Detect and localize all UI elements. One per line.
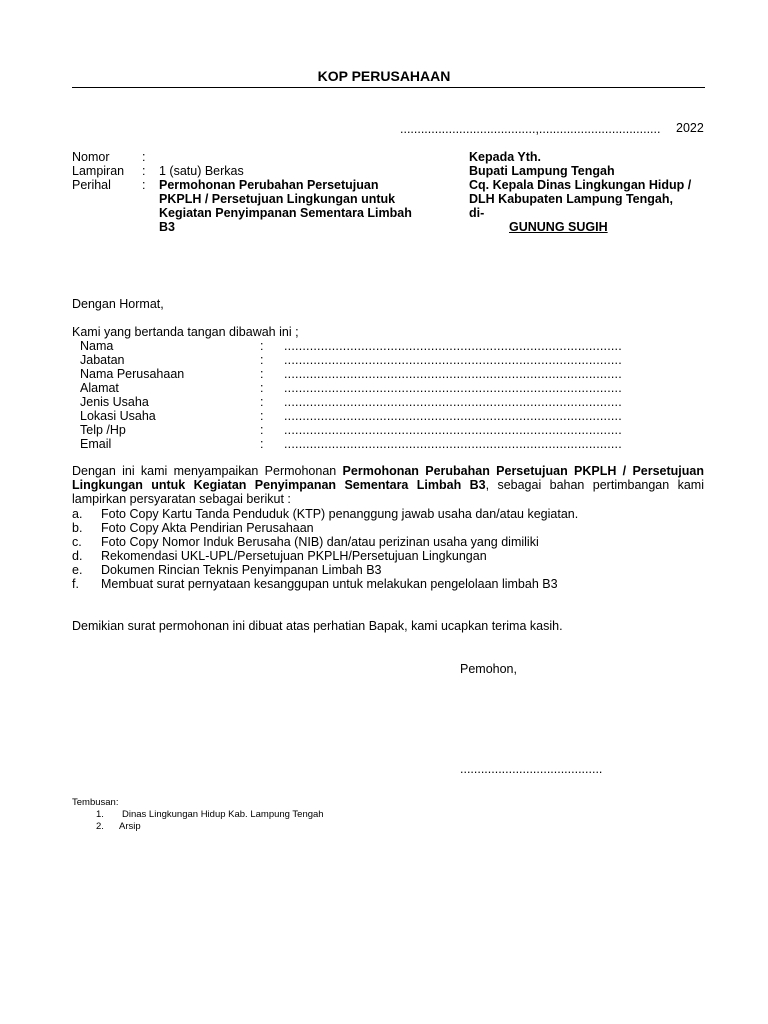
field-dots: ............................................................................................ xyxy=(284,395,622,409)
list-item: Rekomendasi UKL-UPL/Persetujuan PKPLH/Persetujuan Lingkungan xyxy=(101,549,487,563)
field-dots: ............................................................................................ xyxy=(284,381,622,395)
meta-label-nomor: Nomor xyxy=(72,150,110,164)
field-label: Lokasi Usaha xyxy=(80,409,156,423)
list-item: Dokumen Rincian Teknis Penyimpanan Limbah B3 xyxy=(101,563,382,577)
signature-label: Pemohon, xyxy=(460,662,517,676)
field-label: Jabatan xyxy=(80,353,125,367)
list-marker: d. xyxy=(72,549,83,563)
field-colon: : xyxy=(260,381,264,395)
cc-item: Arsip xyxy=(119,821,141,832)
list-item: Foto Copy Akta Pendirian Perusahaan xyxy=(101,521,314,535)
cc-marker: 1. xyxy=(96,809,104,820)
field-label: Nama xyxy=(80,339,114,353)
intro-text: Kami yang bertanda tangan dibawah ini ; xyxy=(72,325,299,339)
field-colon: : xyxy=(260,353,264,367)
perihal-line: B3 xyxy=(159,220,175,234)
request-paragraph xyxy=(72,464,704,506)
field-colon: : xyxy=(260,339,264,353)
meta-colon: : xyxy=(142,178,146,192)
list-marker: a. xyxy=(72,507,83,521)
closing-text: Demikian surat permohonan ini dibuat atas perhatian Bapak, kami ucapkan terima kasih. xyxy=(72,619,563,633)
list-marker: b. xyxy=(72,521,83,535)
cc-title: Tembusan: xyxy=(72,797,119,808)
letterhead-title: KOP PERUSAHAAN xyxy=(317,68,451,84)
field-colon: : xyxy=(260,367,264,381)
field-label: Telp /Hp xyxy=(80,423,126,437)
meta-colon: : xyxy=(142,164,146,178)
recipient-line: Cq. Kepala Dinas Lingkungan Hidup / xyxy=(469,178,692,192)
meta-label-lampiran: Lampiran xyxy=(72,164,125,178)
date-placeholder: .......................................,................................... xyxy=(400,122,661,136)
request-suffix: , sebagai bahan pertimbangan kami lampirkan persyaratan sebagai berikut : xyxy=(72,478,704,506)
field-label: Jenis Usaha xyxy=(80,395,149,409)
field-dots: ............................................................................................ xyxy=(284,339,622,353)
field-dots: ............................................................................................ xyxy=(284,367,622,381)
date-year: 2022 xyxy=(676,121,704,135)
field-dots: ............................................................................................ xyxy=(284,353,622,367)
cc-item: Dinas Lingkungan Hidup Kab. Lampung Tengah xyxy=(122,809,324,820)
request-prefix: Dengan ini kami menyampaikan Permohonan xyxy=(72,464,343,478)
field-label: Nama Perusahaan xyxy=(80,367,185,381)
perihal-line: Permohonan Perubahan Persetujuan xyxy=(159,178,379,192)
cc-marker: 2. xyxy=(96,821,104,832)
field-dots: ............................................................................................ xyxy=(284,437,622,451)
meta-colon: : xyxy=(142,150,146,164)
recipient-line: Bupati Lampung Tengah xyxy=(469,164,615,178)
perihal-line: PKPLH / Persetujuan Lingkungan untuk xyxy=(159,192,396,206)
recipient-location: GUNUNG SUGIH xyxy=(509,220,608,234)
field-colon: : xyxy=(260,395,264,409)
field-dots: ............................................................................................ xyxy=(284,423,622,437)
field-colon: : xyxy=(260,437,264,451)
field-colon: : xyxy=(260,423,264,437)
meta-value-lampiran: 1 (satu) Berkas xyxy=(159,164,244,178)
list-marker: c. xyxy=(72,535,82,549)
field-dots: ............................................................................................ xyxy=(284,409,622,423)
list-marker: e. xyxy=(72,563,83,577)
field-colon: : xyxy=(260,409,264,423)
field-label: Email xyxy=(80,437,112,451)
recipient-line: di- xyxy=(469,206,485,220)
field-label: Alamat xyxy=(80,381,119,395)
list-item: Membuat surat pernyataan kesanggupan untuk melakukan pengelolaan limbah B3 xyxy=(101,577,558,591)
list-item: Foto Copy Nomor Induk Berusaha (NIB) dan/atau perizinan usaha yang dimiliki xyxy=(101,535,539,549)
list-marker: f. xyxy=(72,577,79,591)
signature-dots: ......................................... xyxy=(460,762,603,776)
recipient-line: DLH Kabupaten Lampung Tengah, xyxy=(469,192,673,206)
letterhead-divider xyxy=(72,87,705,88)
meta-label-perihal: Perihal xyxy=(72,178,111,192)
salutation: Dengan Hormat, xyxy=(72,297,164,311)
request-subject: Permohonan Perubahan Persetujuan PKPLH / Persetujuan Lingkungan untuk Kegiatan Penyimpanan Sementara Limbah B3 xyxy=(72,464,704,492)
recipient-line: Kepada Yth. xyxy=(469,150,542,164)
perihal-line: Kegiatan Penyimpanan Sementara Limbah xyxy=(159,206,412,220)
list-item: Foto Copy Kartu Tanda Penduduk (KTP) penanggung jawab usaha dan/atau kegiatan. xyxy=(101,507,579,521)
